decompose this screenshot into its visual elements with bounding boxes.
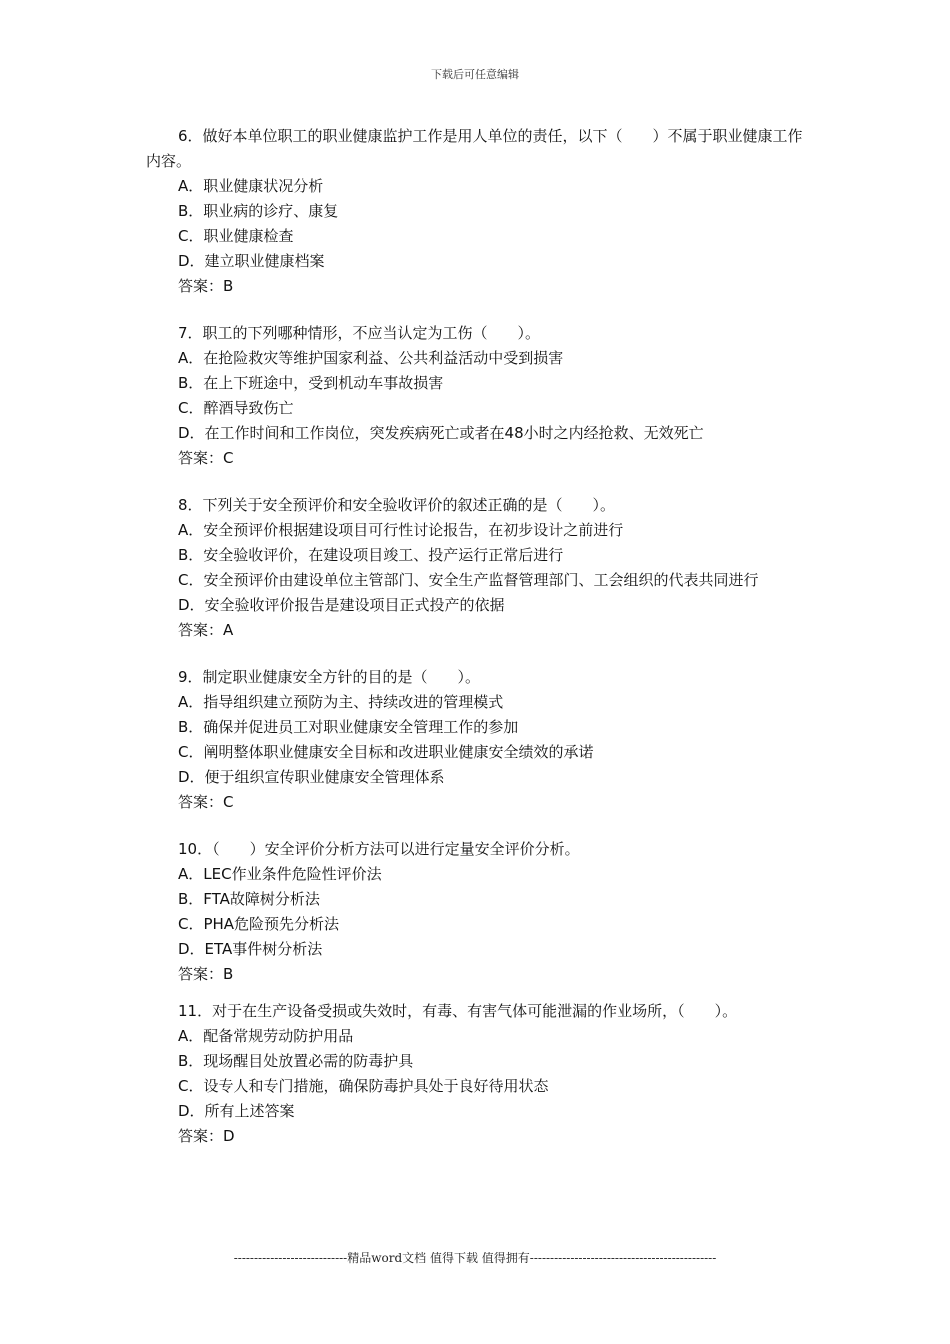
option-c: C．安全预评价由建设单位主管部门、安全生产监督管理部门、工会组织的代表共同进行 <box>178 571 759 589</box>
question-list <box>146 124 806 1149</box>
option-a: A．配备常规劳动防护用品 <box>178 1027 354 1045</box>
option-b: B．现场醒目处放置必需的防毒护具 <box>178 1052 414 1070</box>
option-d: D．安全验收评价报告是建设项目正式投产的依据 <box>178 596 505 614</box>
option-c: C．醉酒导致伤亡 <box>178 399 294 417</box>
question-item <box>146 124 806 299</box>
option-a: A．在抢险救灾等维护国家利益、公共利益活动中受到损害 <box>178 349 564 367</box>
option-d: D．便于组织宣传职业健康安全管理体系 <box>178 768 445 786</box>
answer: 答案：B <box>178 277 234 295</box>
page-footer: ----------------------------精品word文档 值得下载 值得拥有---------------------------------------------- <box>233 1251 717 1265</box>
option-d: D．ETA事件树分析法 <box>178 940 323 958</box>
option-c: C．阐明整体职业健康安全目标和改进职业健康安全绩效的承诺 <box>178 743 594 761</box>
option-c: C．设专人和专门措施，确保防毒护具处于良好待用状态 <box>178 1077 549 1095</box>
question-item <box>146 665 806 815</box>
question-stem: 11．对于在生产设备受损或失效时，有毒、有害气体可能泄漏的作业场所，（ ）。 <box>178 1002 738 1020</box>
option-a: A．安全预评价根据建设项目可行性讨论报告，在初步设计之前进行 <box>178 521 624 539</box>
option-c: C．职业健康检查 <box>178 227 294 245</box>
answer: 答案：A <box>178 621 234 639</box>
option-b: B．职业病的诊疗、康复 <box>178 202 339 220</box>
option-c: C．PHA危险预先分析法 <box>178 915 340 933</box>
option-d: D．建立职业健康档案 <box>178 252 325 270</box>
question-stem: 6．做好本单位职工的职业健康监护工作是用人单位的责任，以下（ ）不属于职业健康工作内容。 <box>146 127 803 170</box>
option-b: B．FTA故障树分析法 <box>178 890 320 908</box>
option-a: A．LEC作业条件危险性评价法 <box>178 865 382 883</box>
page-header: 下载后可任意编辑 <box>431 68 519 81</box>
question-stem: 9．制定职业健康安全方针的目的是（ ）。 <box>178 668 481 686</box>
question-stem: 7．职工的下列哪种情形，不应当认定为工伤（ ）。 <box>178 324 541 342</box>
option-a: A．职业健康状况分析 <box>178 177 324 195</box>
option-d: D．所有上述答案 <box>178 1102 295 1120</box>
option-b: B．在上下班途中，受到机动车事故损害 <box>178 374 444 392</box>
question-stem: 8．下列关于安全预评价和安全验收评价的叙述正确的是（ ）。 <box>178 496 616 514</box>
question-item <box>146 321 806 471</box>
option-d: D．在工作时间和工作岗位，突发疾病死亡或者在48小时之内经抢救、无效死亡 <box>178 424 704 442</box>
question-item <box>146 999 806 1149</box>
option-b: B．确保并促进员工对职业健康安全管理工作的参加 <box>178 718 519 736</box>
question-item <box>146 837 806 987</box>
option-a: A．指导组织建立预防为主、持续改进的管理模式 <box>178 693 504 711</box>
answer: 答案：C <box>178 793 234 811</box>
answer: 答案：B <box>178 965 234 983</box>
answer: 答案：C <box>178 449 234 467</box>
question-stem: 10．（ ）安全评价分析方法可以进行定量安全评价分析。 <box>178 840 580 858</box>
option-b: B．安全验收评价，在建设项目竣工、投产运行正常后进行 <box>178 546 564 564</box>
answer: 答案：D <box>178 1127 235 1145</box>
question-item <box>146 493 806 643</box>
